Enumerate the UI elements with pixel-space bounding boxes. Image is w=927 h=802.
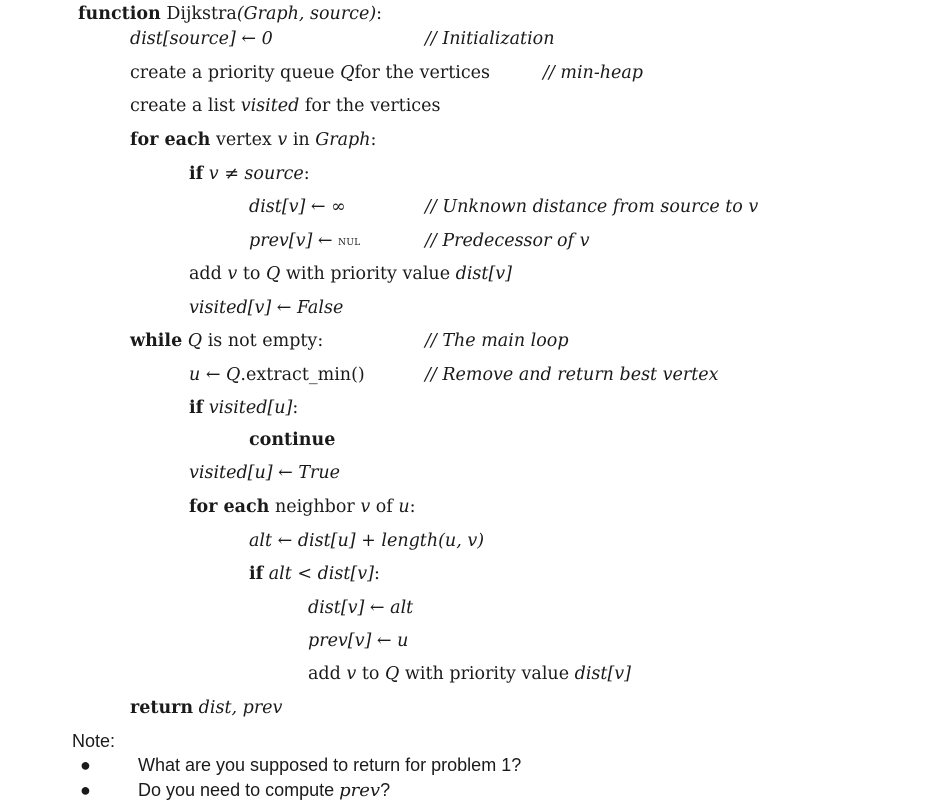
return-values: dist, prev bbox=[193, 698, 283, 718]
add2-var-v: v bbox=[346, 664, 357, 684]
line-init-code: dist[source] ← 0 bbox=[130, 29, 273, 49]
visited-list-text-a: create a list bbox=[130, 96, 241, 116]
for-each-var-graph: Graph bbox=[315, 130, 371, 150]
visited-list-var: visited bbox=[240, 96, 300, 116]
note-item-2-var: prev bbox=[339, 780, 381, 801]
note-item-1: What are you supposed to return for problem 1? bbox=[138, 755, 522, 775]
line-add-to-queue-2 bbox=[308, 663, 631, 685]
if-alt-colon: : bbox=[373, 564, 380, 584]
function-header bbox=[78, 3, 382, 25]
line-create-visited bbox=[130, 95, 440, 117]
add2-text-b: to bbox=[356, 664, 385, 684]
neighbor-var-u: u bbox=[398, 497, 410, 517]
line-add-to-queue-1 bbox=[189, 263, 512, 285]
note-item-2-suffix: ? bbox=[380, 780, 391, 800]
comment-initialization: // Initialization bbox=[425, 29, 555, 49]
line-if-visited bbox=[189, 397, 298, 419]
keyword-while: while bbox=[130, 331, 183, 351]
line-return bbox=[130, 697, 282, 719]
function-colon: : bbox=[376, 4, 383, 24]
comment-remove-best: // Remove and return best vertex bbox=[425, 365, 719, 385]
add2-text-c: with priority value bbox=[399, 664, 575, 684]
keyword-if: if bbox=[189, 398, 204, 418]
function-name: Dijkstra bbox=[166, 4, 237, 24]
neighbor-text-b: of bbox=[370, 497, 399, 517]
extract-code-b: .extract_min() bbox=[240, 365, 365, 385]
line-for-each-neighbor bbox=[189, 496, 416, 518]
keyword-for-each: for each bbox=[130, 130, 211, 150]
comment-main-loop: // The main loop bbox=[425, 331, 569, 351]
for-each-text-a: vertex bbox=[210, 130, 278, 150]
keyword-return: return bbox=[130, 698, 194, 718]
line-if-not-source bbox=[189, 163, 310, 185]
line-alt: alt ← dist[u] + length(u, v) bbox=[249, 531, 485, 551]
prev-nul-code: prev[v] ← bbox=[249, 231, 339, 251]
line-for-each-vertex bbox=[130, 129, 376, 151]
bullet-icon: ● bbox=[80, 755, 91, 775]
note-heading: Note: bbox=[72, 731, 116, 751]
line-dist-alt: dist[v] ← alt bbox=[308, 598, 414, 618]
add1-text-a: add bbox=[189, 264, 228, 284]
keyword-if: if bbox=[249, 564, 264, 584]
visited-list-text-b: for the vertices bbox=[299, 96, 441, 116]
add2-var-q: Q bbox=[385, 664, 400, 684]
while-var-q: Q bbox=[182, 331, 203, 351]
add1-var-v: v bbox=[227, 264, 238, 284]
for-each-text-b: in bbox=[287, 130, 316, 150]
add1-var-q: Q bbox=[266, 264, 281, 284]
line-dist-infinity: dist[v] ← ∞ bbox=[249, 197, 346, 217]
if-alt-cond: alt < dist[v] bbox=[263, 564, 374, 584]
while-text: is not empty: bbox=[202, 331, 324, 351]
neighbor-text-a: neighbor bbox=[269, 497, 361, 517]
if-ne-cond: v ≠ source bbox=[203, 164, 304, 184]
keyword-for-each: for each bbox=[189, 497, 270, 517]
queue-var: Q bbox=[340, 63, 355, 83]
if-visited-colon: : bbox=[292, 398, 299, 418]
function-params: (Graph, source) bbox=[236, 4, 377, 24]
add2-expr: dist[v] bbox=[574, 664, 631, 684]
add1-text-c: with priority value bbox=[280, 264, 456, 284]
nul-token: NUL bbox=[338, 238, 361, 248]
line-prev-u: prev[v] ← u bbox=[308, 631, 409, 651]
for-each-var-v: v bbox=[277, 130, 288, 150]
bullet-icon: ● bbox=[80, 780, 91, 800]
line-while bbox=[130, 330, 323, 352]
note-item-2-text: Do you need to compute bbox=[138, 780, 340, 800]
for-each-colon: : bbox=[370, 130, 377, 150]
queue-text-b: for the vertices bbox=[354, 63, 490, 83]
neighbor-colon: : bbox=[409, 497, 416, 517]
keyword-function: function bbox=[78, 4, 161, 24]
line-visited-false: visited[v] ← False bbox=[189, 298, 344, 318]
add2-text-a: add bbox=[308, 664, 347, 684]
comment-predecessor: // Predecessor of v bbox=[425, 231, 590, 251]
extract-code-a: u ← Q bbox=[189, 365, 241, 385]
line-visited-true: visited[u] ← True bbox=[189, 463, 341, 483]
keyword-continue: continue bbox=[249, 430, 336, 450]
if-ne-colon: : bbox=[303, 164, 310, 184]
comment-unknown-distance: // Unknown distance from source to v bbox=[425, 197, 759, 217]
neighbor-var-v: v bbox=[360, 497, 371, 517]
add1-expr: dist[v] bbox=[455, 264, 512, 284]
comment-min-heap: // min-heap bbox=[543, 63, 643, 83]
line-if-alt bbox=[249, 563, 380, 585]
keyword-if: if bbox=[189, 164, 204, 184]
line-prev-nul bbox=[249, 230, 360, 254]
queue-text-a: create a priority queue bbox=[130, 63, 341, 83]
if-visited-cond: visited[u] bbox=[203, 398, 293, 418]
add1-text-b: to bbox=[237, 264, 266, 284]
line-extract-min bbox=[189, 364, 365, 386]
note-item-2 bbox=[138, 779, 390, 802]
line-create-queue bbox=[130, 62, 490, 84]
